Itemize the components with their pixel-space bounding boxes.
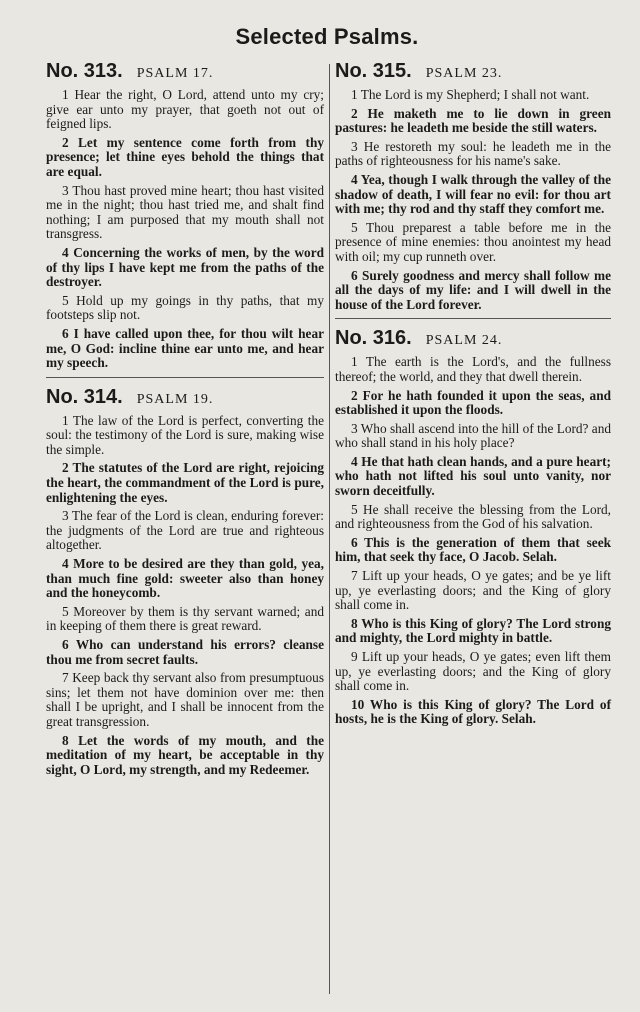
- column-divider: [329, 64, 330, 994]
- verse: 6 Who can understand his errors? cleanse thou me from secret faults.: [46, 637, 324, 667]
- psalm-heading: [335, 60, 611, 83]
- verse: 9 Lift up your heads, O ye gates; even lift them up, ye everlasting doors; and the King of glory shall come in.: [335, 649, 611, 694]
- verse: 5 He shall receive the blessing from the Lord, and righteousness from the God of his salvation.: [335, 501, 611, 532]
- verse: 8 Let the words of my mouth, and the meditation of my heart, be acceptable in thy sight, O Lord, my strength, and my Redeemer.: [46, 732, 324, 777]
- verse: 1 The earth is the Lord's, and the fullness thereof; the world, and they that dwell therein.: [335, 354, 611, 384]
- verse: 3 Thou hast proved mine heart; thou hast visited me in the night; thou hast tried me, and shalt find nothing; I am purposed that my mouth shall not transgress.: [46, 182, 324, 242]
- verse: 5 Thou preparest a table before me in the presence of mine enemies: thou anointest my head with oil; my cup runneth over.: [335, 219, 611, 264]
- psalm-316: [335, 327, 611, 727]
- psalm-313: [46, 60, 324, 371]
- psalm-number: No. 315.: [335, 60, 412, 82]
- psalm-reference: PSALM 19.: [136, 391, 214, 407]
- verse: 3 Who shall ascend into the hill of the Lord? and who shall stand in his holy place?: [335, 420, 611, 451]
- psalm-heading: [335, 327, 611, 350]
- verse: 4 Yea, though I walk through the valley of the shadow of death, I will fear no evil: for thou art with me; thy rod and thy staff they comfort me.: [335, 171, 611, 217]
- psalm-number: No. 313.: [46, 60, 123, 82]
- verse: 10 Who is this King of glory? The Lord of hosts, he is the King of glory. Selah.: [335, 696, 611, 727]
- verse: 7 Lift up your heads, O ye gates; and be ye lift up, ye everlasting doors; and the King of glory shall come in.: [335, 568, 611, 613]
- section-rule: [46, 377, 324, 378]
- verse: 4 Concerning the works of men, by the word of thy lips I have kept me from the paths of the destroyer.: [46, 244, 324, 290]
- verse: 5 Moreover by them is thy servant warned; and in keeping of them there is great reward.: [46, 603, 324, 634]
- psalm-reference: PSALM 24.: [425, 333, 503, 349]
- verse: 2 Let my sentence come forth from thy presence; let thine eyes behold the things that are equal.: [46, 134, 324, 179]
- verse: 2 He maketh me to lie down in green pastures: he leadeth me beside the still waters.: [335, 105, 611, 136]
- verse: 1 The Lord is my Shepherd; I shall not want.: [351, 87, 590, 102]
- left-column: [46, 60, 324, 781]
- right-column: [335, 60, 611, 731]
- verse: 2 For he hath founded it upon the seas, and established it upon the floods.: [335, 387, 611, 418]
- psalm-number: No. 316.: [335, 327, 412, 350]
- psalm-315: [335, 60, 611, 312]
- verse: 7 Keep back thy servant also from presumptuous sins; let them not have dominion over me: then shall I be upright, and I shall be innocent from the great transgression.: [46, 670, 324, 729]
- psalm-heading: [46, 60, 324, 83]
- verse: 6 Surely goodness and mercy shall follow me all the days of my life: and I will dwell in the house of the Lord forever.: [335, 267, 611, 312]
- psalm-reference: PSALM 23.: [425, 66, 503, 81]
- verse: 6 This is the generation of them that seek him, that seek thy face, O Jacob. Selah.: [335, 534, 611, 565]
- verse: 1 The law of the Lord is perfect, converting the soul: the testimony of the Lord is sure, making wise the simple.: [46, 412, 324, 457]
- psalm-reference: PSALM 17.: [136, 66, 214, 81]
- verse: 2 The statutes of the Lord are right, rejoicing the heart, the commandment of the Lord is pure, enlightening the eyes.: [46, 460, 324, 505]
- verse: 8 Who is this King of glory? The Lord strong and mighty, the Lord mighty in battle.: [335, 615, 611, 646]
- psalm-number: No. 314.: [46, 385, 123, 408]
- psalm-314: [46, 386, 324, 778]
- psalm-heading: [46, 386, 324, 409]
- verse: 3 The fear of the Lord is clean, enduring forever: the judgments of the Lord are true and righteous altogether.: [46, 508, 324, 553]
- verse: 5 Hold up my goings in thy paths, that my footsteps slip not.: [46, 292, 324, 323]
- verse: 6 I have called upon thee, for thou wilt hear me, O God: incline thine ear unto me, and hear my speech.: [46, 325, 324, 371]
- verse: 3 He restoreth my soul: he leadeth me in the paths of righteousness for his name's sake.: [335, 138, 611, 169]
- verse: 4 He that hath clean hands, and a pure heart; who hath not lifted his soul unto vanity, nor sworn deceitfully.: [335, 453, 611, 499]
- verse: 1 Hear the right, O Lord, attend unto my cry; give ear unto my prayer, that goeth not out of feigned lips.: [46, 87, 324, 132]
- page-title: Selected Psalms.: [235, 24, 419, 49]
- section-rule: [335, 318, 611, 319]
- verse: 4 More to be desired are they than gold, yea, than much fine gold: sweeter also than honey and the honeycomb.: [46, 556, 324, 601]
